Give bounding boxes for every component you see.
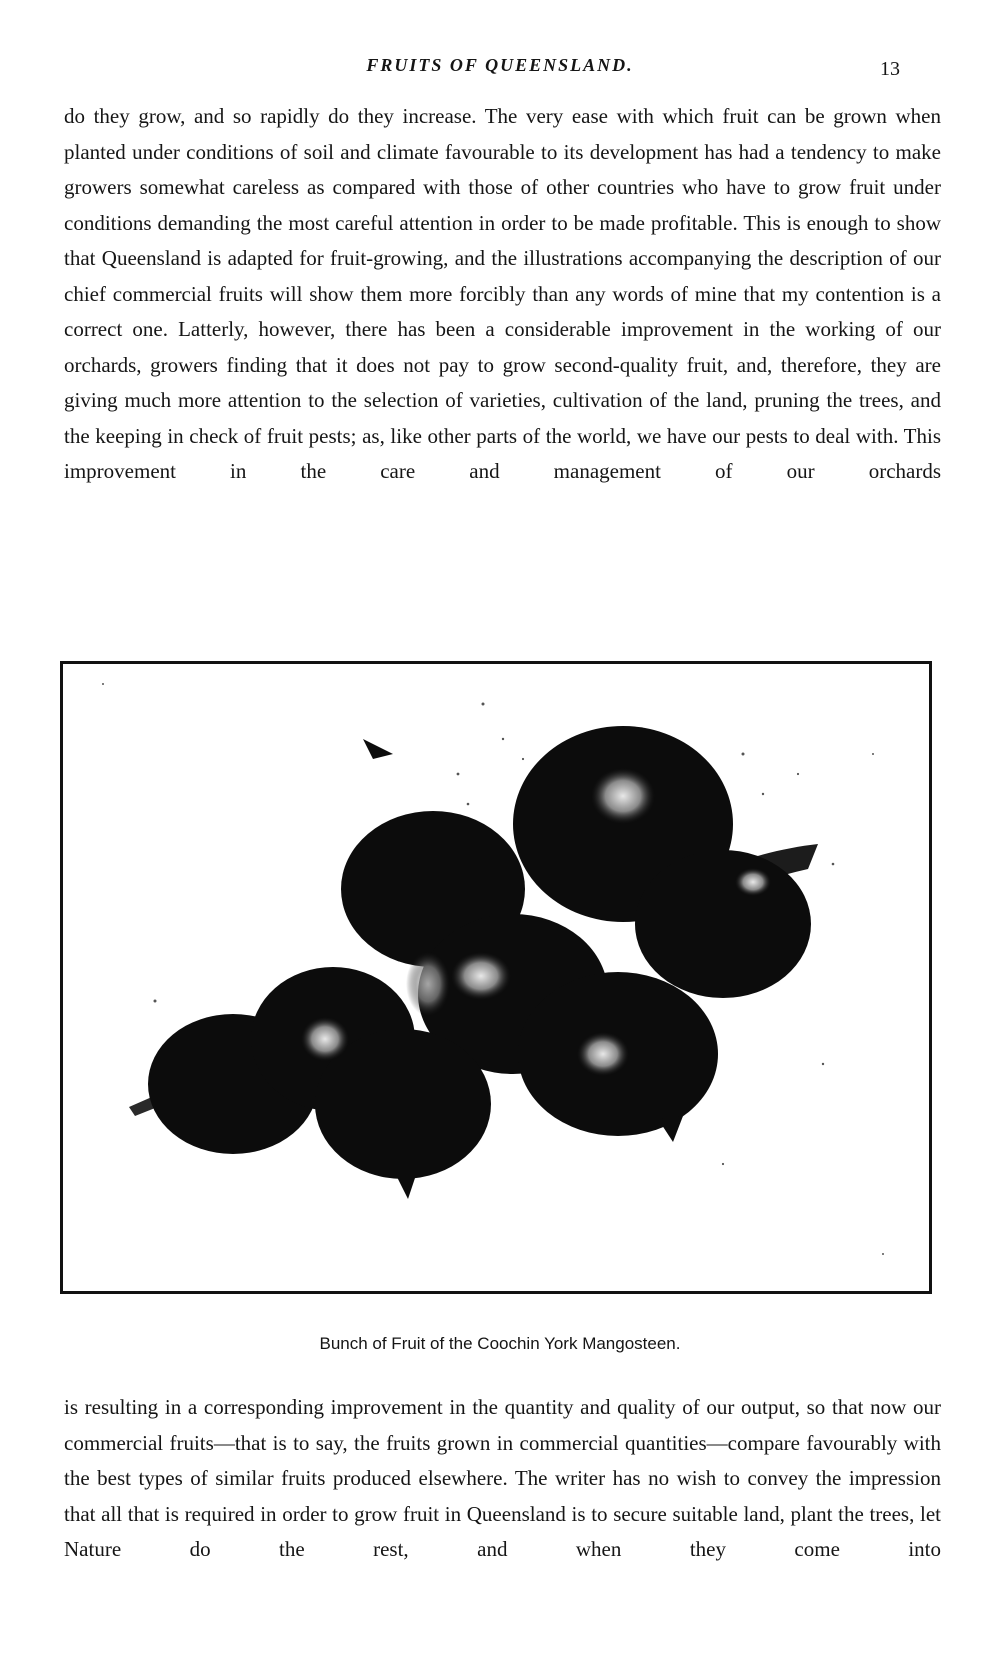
- body-paragraph-top: do they grow, and so rapidly do they increase. The very ease with which fruit can be grown when planted under conditions of soil and climate favourable to its development has had a tendency to make growers somewhat careless as compared with those of other countries who have to grow fruit under conditions demanding the most careful attention in order to be made profitable. This is enough to show that Queensland is adapted for fruit-growing, and the illustrations accompanying the description of our chief commercial fruits will show them more forcibly than any words of mine that my contention is a correct one. Latterly, however, there has been a considerable improvement in the working of our orchards, growers finding that it does not pay to grow second-quality fruit, and, therefore, they are giving much more attention to the selection of varieties, cultivation of the land, pruning the trees, and the keeping in check of fruit pests; as, like other parts of the world, we have our pests to deal with. This improvement in the care and management of our orchards: [64, 104, 941, 483]
- body-paragraph-bottom: is resulting in a corresponding improvement in the quantity and quality of our output, so that now our commercial fruits—that is to say, the fruits grown in commercial quantities—compare favourably with the best types of similar fruits produced elsewhere. The writer has no wish to convey the impression that all that is required in order to grow fruit in Queensland is to secure suitable land, plant the trees, let Nature do the rest, and when they come into: [64, 1395, 941, 1561]
- running-title: FRUITS OF QUEENSLAND.: [366, 55, 634, 75]
- figure-plate: [60, 661, 932, 1294]
- fruit-right: [635, 850, 811, 998]
- figure-caption: Bunch of Fruit of the Coochin York Mangosteen.: [319, 1334, 681, 1353]
- mangosteen-photo: [63, 664, 929, 1291]
- page-number: 13: [880, 58, 900, 80]
